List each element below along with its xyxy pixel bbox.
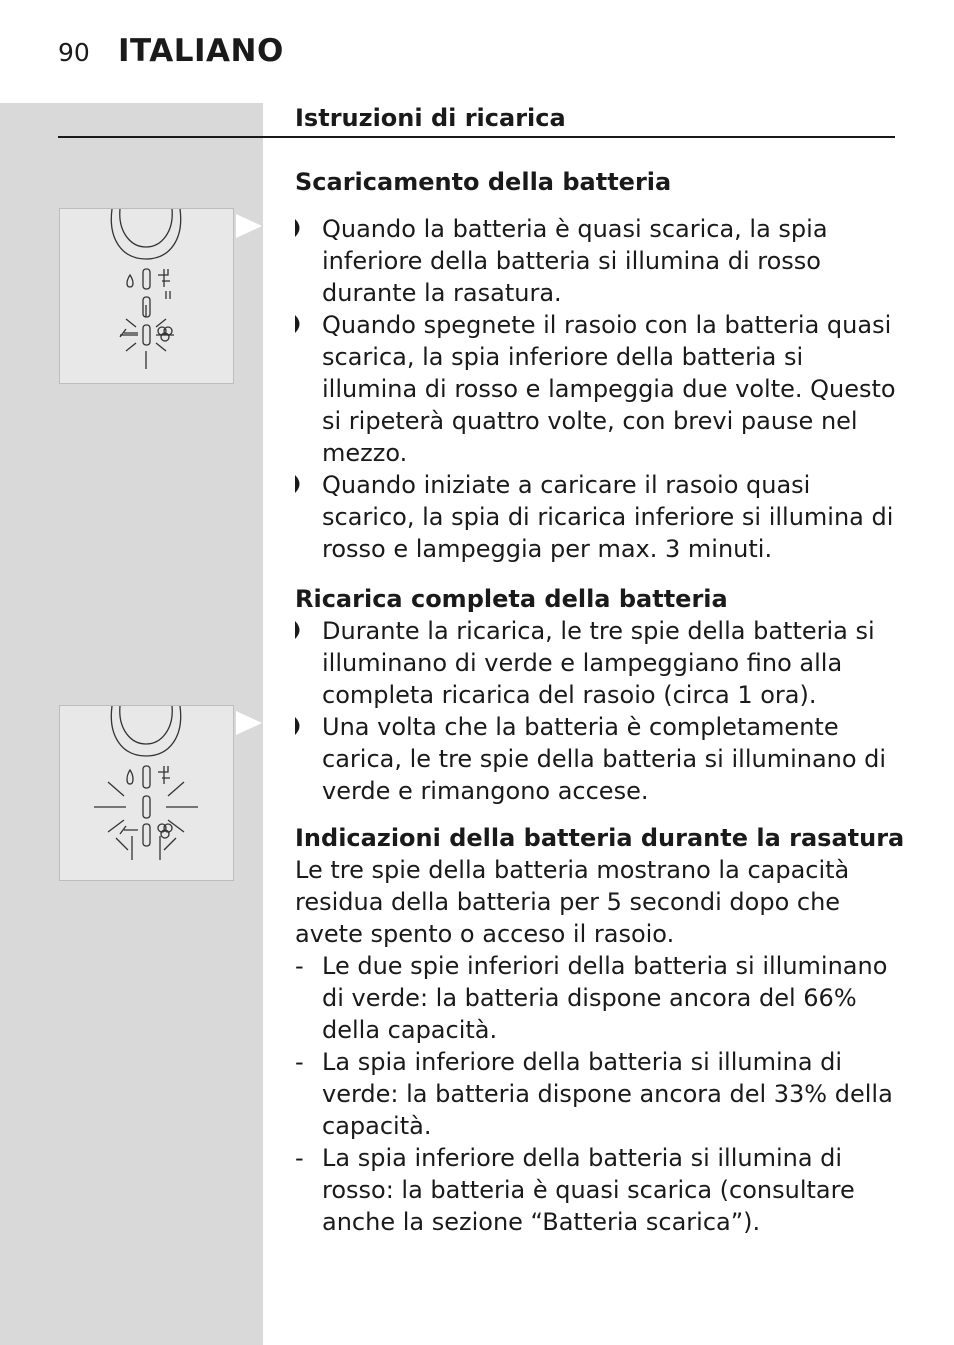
list-item: Una volta che la batteria è completamente carica, le tre spie della batteria si illuminano di verde e rimangono accese. [295, 711, 905, 807]
section-rule [58, 136, 895, 138]
bullet-icon [295, 475, 304, 493]
content-column [295, 166, 905, 1238]
illustration-low-battery [59, 208, 234, 384]
shaver-display-full-icon [60, 706, 233, 880]
heading-battery-indications: Indicazioni della batteria durante la rasatura [295, 824, 905, 852]
list-item: - La spia inferiore della batteria si illumina di verde: la batteria dispone ancora del 33% della capacità. [295, 1048, 893, 1140]
bullet-icon [295, 717, 304, 735]
shaver-display-low-icon [60, 209, 233, 383]
illustration-full-charge [59, 705, 234, 881]
list-battery-discharge [295, 213, 905, 565]
heading-battery-discharge: Scaricamento della batteria [295, 168, 672, 196]
dash-marker: - [295, 1144, 304, 1172]
list-item: Durante la ricarica, le tre spie della batteria si illuminano di verde e lampeggiano fino alla completa ricarica del rasoio (circa 1 ora). [295, 615, 905, 711]
list-battery-indications [295, 950, 905, 1238]
illustration-pointer [236, 711, 262, 735]
bullet-icon [295, 621, 304, 639]
language-heading: ITALIANO [118, 33, 284, 69]
section-title: Istruzioni di ricarica [295, 104, 566, 132]
list-item: Quando spegnete il rasoio con la batteria quasi scarica, la spia inferiore della batteria si illumina di rosso e lampeggia due volte. Questo si ripeterà quattro volte, con brevi pause nel mezzo. [295, 309, 905, 469]
list-full-charge [295, 615, 905, 807]
dash-marker: - [295, 1048, 304, 1076]
dash-marker: - [295, 952, 304, 980]
bullet-icon [295, 219, 304, 237]
paragraph-battery-indications: Le tre spie della batteria mostrano la capacità residua della batteria per 5 secondi dopo che avete spento o acceso il rasoio. [295, 856, 850, 948]
list-item: - La spia inferiore della batteria si illumina di rosso: la batteria è quasi scarica (consultare anche la sezione “Batteria scarica”). [295, 1144, 855, 1236]
list-item: Quando iniziate a caricare il rasoio quasi scarico, la spia di ricarica inferiore si illumina di rosso e lampeggia per max. 3 minuti. [295, 469, 905, 565]
list-item: Quando la batteria è quasi scarica, la spia inferiore della batteria si illumina di rosso durante la rasatura. [295, 213, 905, 309]
illustration-pointer [236, 214, 262, 238]
list-item: - Le due spie inferiori della batteria si illuminano di verde: la batteria dispone ancora del 66% della capacità. [295, 952, 888, 1044]
page-number: 90 [58, 38, 90, 67]
bullet-icon [295, 315, 304, 333]
heading-full-charge: Ricarica completa della batteria [295, 585, 728, 613]
